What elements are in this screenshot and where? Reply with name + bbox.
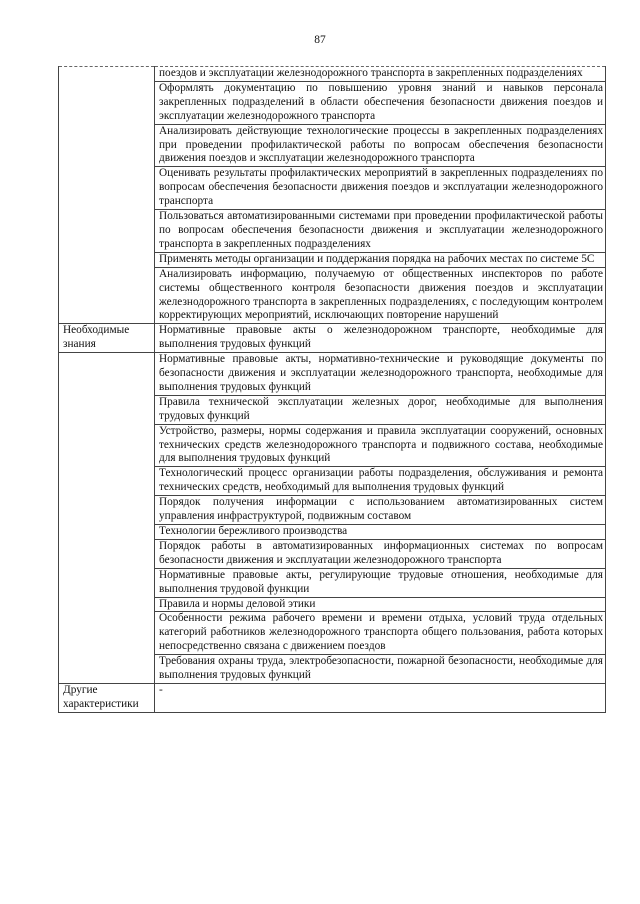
table-row xyxy=(59,655,606,684)
row-text: - xyxy=(155,683,606,712)
row-text: Технологии бережливого производства xyxy=(155,525,606,540)
table-row xyxy=(59,210,606,253)
table-row xyxy=(59,67,606,82)
row-label xyxy=(59,496,155,525)
table-row xyxy=(59,612,606,655)
section-label-other: Другие характеристики xyxy=(59,683,155,712)
table-row xyxy=(59,683,606,712)
table-row xyxy=(59,424,606,467)
row-label xyxy=(59,167,155,210)
row-label xyxy=(59,353,155,396)
row-text: Требования охраны труда, электробезопасности, пожарной безопасности, необходимые для выполнения трудовых функций xyxy=(155,655,606,684)
table-row xyxy=(59,467,606,496)
section-label-knowledge: Необходимые знания xyxy=(59,324,155,353)
table-row xyxy=(59,395,606,424)
row-text: Нормативные правовые акты, нормативно-технические и руководящие документы по безопасности движения и эксплуатации железнодорожного транспорта, необходимые для выполнения трудовых функций xyxy=(155,353,606,396)
row-label xyxy=(59,525,155,540)
table-row xyxy=(59,496,606,525)
row-text: Оценивать результаты профилактических мероприятий в закрепленных подразделениях по вопросам обеспечения безопасности движения поездов и эксплуатации железнодорожного транспорта xyxy=(155,167,606,210)
table-row xyxy=(59,568,606,597)
row-label xyxy=(59,568,155,597)
requirements-table xyxy=(58,66,606,713)
table-row xyxy=(59,124,606,167)
row-text: Особенности режима рабочего времени и времени отдыха, условий труда отдельных категорий работников железнодорожного транспорта общего пользования, работа которых непосредственно связана с движением поездов xyxy=(155,612,606,655)
row-label xyxy=(59,424,155,467)
row-label xyxy=(59,597,155,612)
row-label xyxy=(59,267,155,324)
table-row xyxy=(59,324,606,353)
row-text: Применять методы организации и поддержания порядка на рабочих местах по системе 5С xyxy=(155,252,606,267)
table-row xyxy=(59,167,606,210)
row-text: Технологический процесс организации работы подразделения, обслуживания и ремонта технических средств, необходимый для выполнения трудовых функций xyxy=(155,467,606,496)
table-row xyxy=(59,252,606,267)
row-text: поездов и эксплуатации железнодорожного транспорта в закрепленных подразделениях xyxy=(155,67,606,82)
row-label xyxy=(59,395,155,424)
table-row xyxy=(59,267,606,324)
row-label xyxy=(59,81,155,124)
row-label xyxy=(59,252,155,267)
page-number: 87 xyxy=(314,34,326,46)
row-text: Устройство, размеры, нормы содержания и правила эксплуатации сооружений, основных технических средств железнодорожного транспорта и подвижного состава, необходимые для выполнения трудовых функций xyxy=(155,424,606,467)
row-text: Пользоваться автоматизированными системами при проведении профилактической работы по вопросам обеспечения безопасности движения и эксплуатации железнодорожного транспорта в закрепленных подразделениях xyxy=(155,210,606,253)
row-label xyxy=(59,210,155,253)
table-row xyxy=(59,539,606,568)
row-label xyxy=(59,67,155,82)
row-text: Порядок работы в автоматизированных информационных системах по вопросам безопасности движения и эксплуатации железнодорожного транспорта xyxy=(155,539,606,568)
row-text: Анализировать действующие технологические процессы в закрепленных подразделениях при проведении профилактической работы по вопросам обеспечения безопасности движения поездов и эксплуатации железнодорожного транспорта xyxy=(155,124,606,167)
row-text: Правила технической эксплуатации железных дорог, необходимые для выполнения трудовых функций xyxy=(155,395,606,424)
row-text: Анализировать информацию, получаемую от общественных инспекторов по работе системы общественного контроля безопасности движения поездов и эксплуатации железнодорожного транспорта в закрепленных подразделениях, с последующим контролем корректирующих мероприятий, исключающих повторение нарушений xyxy=(155,267,606,324)
row-text: Правила и нормы деловой этики xyxy=(155,597,606,612)
table-row xyxy=(59,525,606,540)
row-label xyxy=(59,124,155,167)
table-row xyxy=(59,353,606,396)
table-row xyxy=(59,597,606,612)
table-row xyxy=(59,81,606,124)
row-text: Оформлять документацию по повышению уровня знаний и навыков персонала закрепленных подразделений в области обеспечения безопасности движения поездов и эксплуатации железнодорожного транспорта xyxy=(155,81,606,124)
row-text: Нормативные правовые акты, регулирующие трудовые отношения, необходимые для выполнения трудовой функции xyxy=(155,568,606,597)
row-label xyxy=(59,612,155,655)
row-text: Порядок получения информации с использованием автоматизированных систем управления инфраструктурой, подвижным составом xyxy=(155,496,606,525)
row-text: Нормативные правовые акты о железнодорожном транспорте, необходимые для выполнения трудовых функций xyxy=(155,324,606,353)
row-label xyxy=(59,539,155,568)
row-label xyxy=(59,467,155,496)
row-label xyxy=(59,655,155,684)
